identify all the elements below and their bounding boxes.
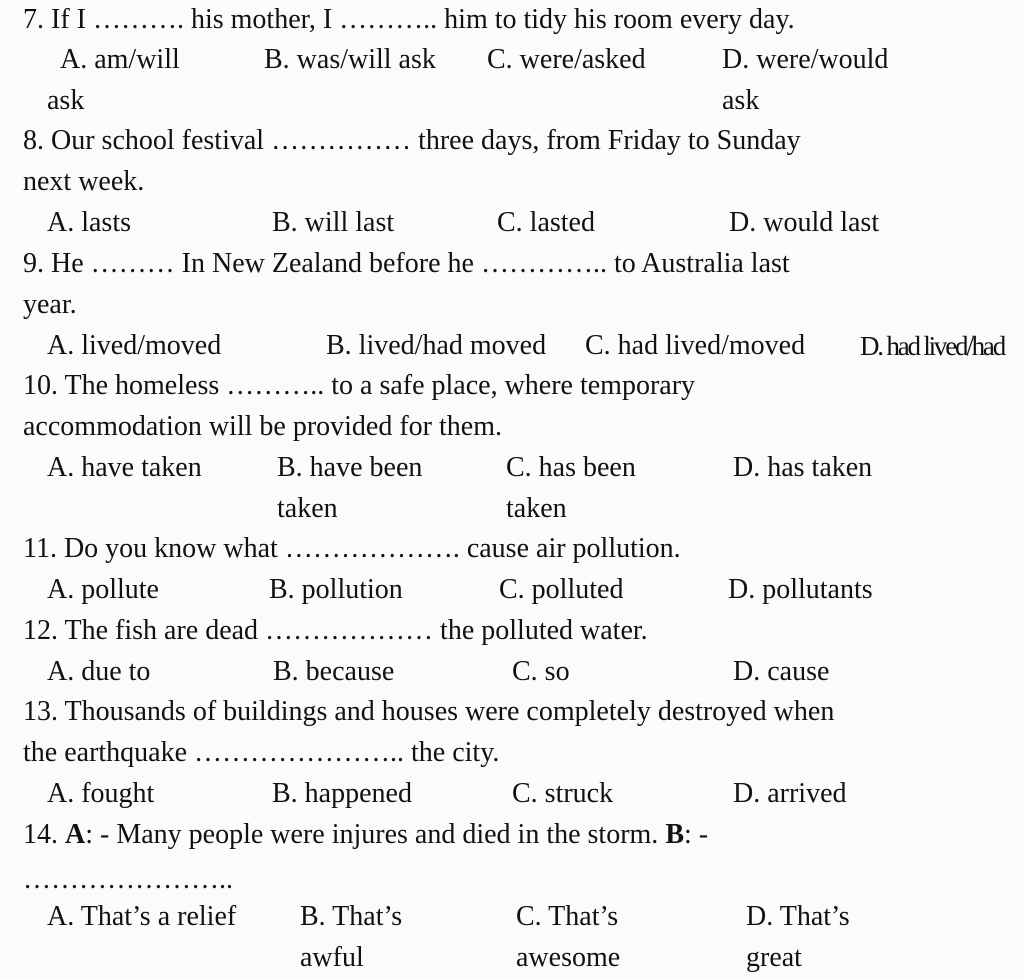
question-11-option-a[interactable]: A. pollute [47,574,159,605]
question-14-answer-blank[interactable]: ………………….. [23,864,233,895]
question-9-option-a[interactable]: A. lived/moved [47,330,222,361]
question-8-option-b[interactable]: B. will last [272,207,395,238]
question-7-stem: 7. If I ………. his mother, I ……….. him to tidy his room every day. [23,4,795,35]
question-11-option-d[interactable]: D. pollutants [728,574,873,605]
question-10-option-c-cont: taken [506,493,567,524]
speaker-b-text: : - [684,819,709,850]
question-12-option-b[interactable]: B. because [273,656,395,687]
question-14-option-a[interactable]: A. That’s a relief [47,901,237,932]
question-11-option-b[interactable]: B. pollution [269,574,403,605]
question-8-stem: 8. Our school festival …………… three days, from Friday to Sunday [23,125,801,156]
question-10-stem-cont: accommodation will be provided for them. [23,411,502,442]
speaker-b-label: B [665,819,684,850]
question-9-stem: 9. He ……… In New Zealand before he ………….. to Australia last [23,248,790,279]
question-14-option-d-cont: great [746,942,802,973]
question-9-option-d[interactable]: D. had lived/had [860,331,1005,361]
question-14-option-c-cont: awesome [516,942,621,973]
question-10-option-d[interactable]: D. has taken [733,452,873,483]
question-14-option-b[interactable]: B. That’s [300,901,403,932]
question-9-option-c[interactable]: C. had lived/moved [585,330,806,361]
question-10-option-b-cont: taken [277,493,338,524]
question-10-stem: 10. The homeless ……….. to a safe place, where temporary [23,370,696,401]
question-7-option-c[interactable]: C. were/asked [487,44,646,75]
question-12-option-d[interactable]: D. cause [733,656,830,687]
question-7-option-d-cont: ask [722,85,760,116]
question-8-option-a[interactable]: A. lasts [47,207,131,238]
question-13-option-c[interactable]: C. struck [512,778,614,809]
question-13-option-a[interactable]: A. fought [47,778,155,809]
question-8-option-c[interactable]: C. lasted [497,207,595,238]
question-12-option-a[interactable]: A. due to [47,656,151,687]
question-14-option-b-cont: awful [300,942,364,973]
question-13-option-d[interactable]: D. arrived [733,778,847,809]
question-8-option-d[interactable]: D. would last [729,207,880,238]
question-7-option-d[interactable]: D. were/would [722,44,889,75]
question-7-option-a[interactable]: A. am/will [60,44,180,75]
question-10-option-b[interactable]: B. have been [277,452,423,483]
question-13-stem: 13. Thousands of buildings and houses were completely destroyed when [23,696,835,727]
question-11-option-c[interactable]: C. polluted [499,574,624,605]
question-14-option-d[interactable]: D. That’s [746,901,850,932]
speaker-a-text: : - Many people were injures and died in the storm. [85,819,659,850]
question-12-option-c[interactable]: C. so [512,656,570,687]
question-9-stem-cont: year. [23,289,77,320]
question-13-stem-cont: the earthquake ………………….. the city. [23,737,500,768]
question-11-stem: 11. Do you know what ………………. cause air pollution. [23,533,681,564]
question-10-option-a[interactable]: A. have taken [47,452,202,483]
question-8-stem-cont: next week. [23,166,145,197]
question-14-number: 14. [23,819,58,850]
question-9-option-b[interactable]: B. lived/had moved [326,330,547,361]
question-14-stem [23,815,708,856]
question-14-option-c[interactable]: C. That’s [516,901,619,932]
question-7-option-b[interactable]: B. was/will ask [264,44,436,75]
question-10-option-c[interactable]: C. has been [506,452,636,483]
question-12-stem: 12. The fish are dead ……………… the polluted water. [23,615,648,646]
question-7-option-a-cont: ask [47,85,85,116]
question-13-option-b[interactable]: B. happened [272,778,412,809]
speaker-a-label: A [65,819,86,850]
